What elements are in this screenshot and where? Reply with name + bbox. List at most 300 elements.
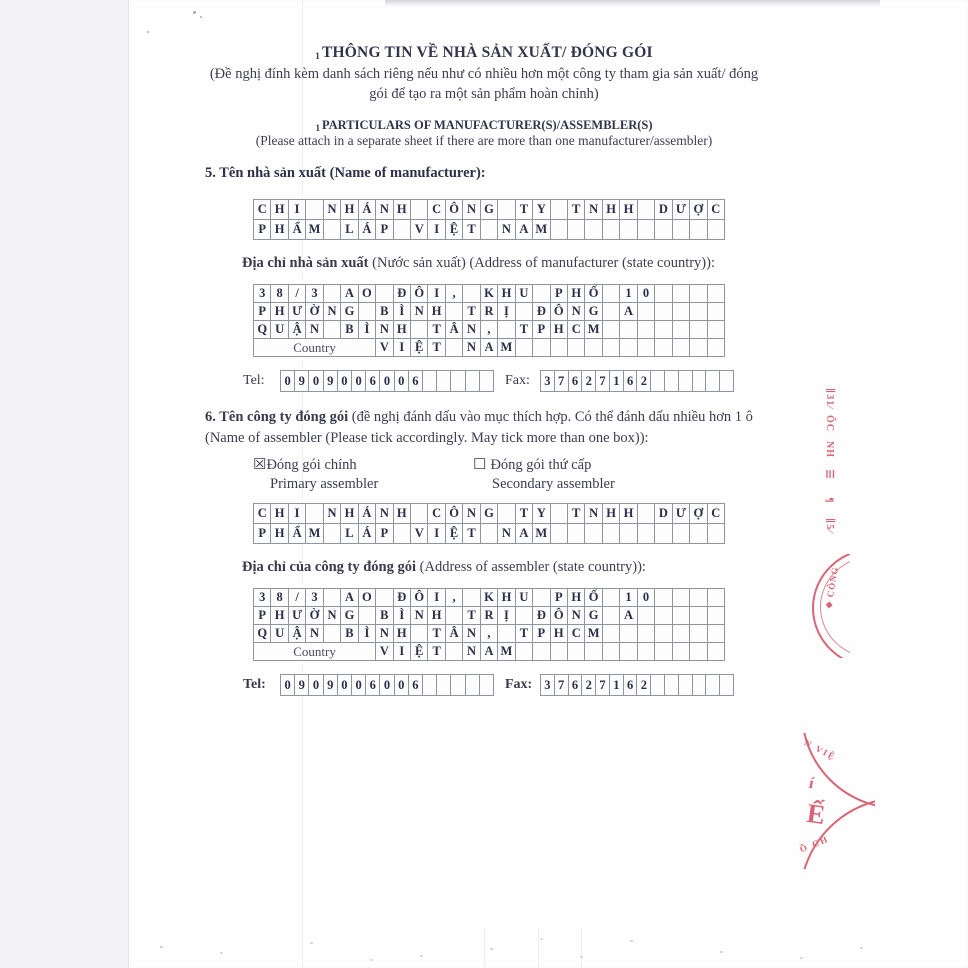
form-subtitle-vi-line1: (Đề nghị đính kèm danh sách riêng nếu như có nhiều hơn một công ty tham gia sản xuất/ đóng bbox=[209, 66, 759, 82]
grid-cell bbox=[394, 524, 410, 543]
grid-cell: H bbox=[341, 504, 357, 523]
grid-cell bbox=[324, 321, 340, 338]
grid-cell: Đ bbox=[394, 589, 410, 606]
grid-cell: L bbox=[341, 524, 357, 543]
grid-cell: P bbox=[533, 321, 549, 338]
grid-cell: 3 bbox=[254, 285, 270, 302]
grid-cell bbox=[446, 339, 462, 356]
grid-cell bbox=[451, 371, 464, 391]
grid-cell: G bbox=[585, 303, 601, 320]
grid-cell: Ị bbox=[498, 607, 514, 624]
grid-cell: N bbox=[498, 220, 514, 239]
grid-cell bbox=[690, 285, 706, 302]
grid-cell: Q bbox=[254, 625, 270, 642]
grid-cell: Ẩ bbox=[289, 524, 305, 543]
grid-cell: G bbox=[341, 303, 357, 320]
grid-cell: P bbox=[551, 285, 567, 302]
grid-cell: N bbox=[306, 321, 322, 338]
grid-cell bbox=[394, 220, 410, 239]
tel-label-1: Tel: bbox=[243, 373, 265, 388]
grid-cell bbox=[603, 220, 619, 239]
grid-cell: H bbox=[271, 220, 287, 239]
grid-cell: Ư bbox=[673, 504, 689, 523]
grid-cell: Ư bbox=[289, 607, 305, 624]
grid-cell: 8 bbox=[271, 589, 287, 606]
grid-cell bbox=[708, 220, 724, 239]
grid-cell: 6 bbox=[569, 675, 582, 695]
grid-cell bbox=[665, 675, 678, 695]
grid-cell: Ờ bbox=[306, 607, 322, 624]
grid-cell bbox=[585, 643, 601, 660]
grid-cell: P bbox=[376, 524, 392, 543]
grid-cell: P bbox=[254, 524, 270, 543]
grid-cell: A bbox=[341, 285, 357, 302]
form-title-vietnamese: 1 THÔNG TIN VỀ NHÀ SẢN XUẤT/ ĐÓNG GÓI bbox=[315, 44, 653, 61]
grid-cell: N bbox=[376, 504, 392, 523]
grid-cell: 3 bbox=[306, 589, 322, 606]
grid-cell bbox=[620, 339, 636, 356]
grid-cell: T bbox=[516, 625, 532, 642]
grid-cell bbox=[720, 675, 733, 695]
form-subtitle-english: (Please attach in a separate sheet if there are more than one manufacturer/assembler) bbox=[255, 133, 713, 148]
grid-cell: 9 bbox=[324, 371, 337, 391]
grid-cell bbox=[585, 524, 601, 543]
grid-cell: 0 bbox=[281, 371, 294, 391]
grid-cell: Ệ bbox=[446, 524, 462, 543]
grid-cell: / bbox=[289, 589, 305, 606]
primary-assembler-option: ☒Đóng gói chính bbox=[253, 457, 357, 473]
grid-cell: Ì bbox=[359, 625, 375, 642]
grid-cell bbox=[480, 675, 493, 695]
grid-cell: N bbox=[324, 607, 340, 624]
grid-cell: Ì bbox=[394, 303, 410, 320]
grid-cell: Ì bbox=[359, 321, 375, 338]
grid-cell: 0 bbox=[380, 371, 393, 391]
grid-cell bbox=[651, 675, 664, 695]
grid-cell bbox=[533, 285, 549, 302]
grid-cell: T bbox=[428, 643, 444, 660]
fax-label-2: Fax: bbox=[505, 677, 533, 692]
grid-cell: T bbox=[428, 321, 444, 338]
grid-cell bbox=[411, 504, 427, 523]
grid-cell bbox=[638, 625, 654, 642]
grid-cell: P bbox=[551, 589, 567, 606]
grid-cell: Á bbox=[359, 504, 375, 523]
grid-cell: 1 bbox=[610, 675, 623, 695]
manufacturer-name-grid bbox=[253, 199, 725, 240]
grid-cell: 1 bbox=[620, 285, 636, 302]
grid-cell bbox=[411, 625, 427, 642]
grid-cell bbox=[638, 339, 654, 356]
grid-cell: H bbox=[428, 303, 444, 320]
grid-cell: Ư bbox=[673, 200, 689, 219]
grid-cell: Ậ bbox=[289, 625, 305, 642]
grid-cell: N bbox=[463, 625, 479, 642]
grid-cell: Ì bbox=[394, 607, 410, 624]
grid-cell bbox=[568, 339, 584, 356]
stamp-arc-text: N VIỆ bbox=[802, 737, 838, 763]
grid-cell bbox=[306, 504, 322, 523]
grid-cell bbox=[533, 339, 549, 356]
grid-cell: 2 bbox=[582, 675, 595, 695]
grid-cell bbox=[620, 524, 636, 543]
grid-cell: A bbox=[481, 643, 497, 660]
grid-cell: V bbox=[376, 339, 392, 356]
grid-cell bbox=[638, 321, 654, 338]
grid-cell: Ẩ bbox=[289, 220, 305, 239]
grid-cell: H bbox=[568, 285, 584, 302]
grid-cell bbox=[437, 675, 450, 695]
grid-cell: K bbox=[481, 285, 497, 302]
grid-cell bbox=[585, 220, 601, 239]
grid-cell: R bbox=[481, 303, 497, 320]
grid-cell: H bbox=[394, 504, 410, 523]
manufacturer-address-grid bbox=[253, 284, 725, 357]
grid-cell: Ậ bbox=[289, 321, 305, 338]
grid-cell bbox=[411, 321, 427, 338]
grid-cell: 1 bbox=[620, 589, 636, 606]
grid-cell: Ô bbox=[446, 200, 462, 219]
grid-cell: 9 bbox=[295, 371, 308, 391]
grid-cell bbox=[690, 607, 706, 624]
grid-cell bbox=[673, 339, 689, 356]
grid-cell bbox=[673, 285, 689, 302]
grid-cell bbox=[603, 524, 619, 543]
grid-cell bbox=[359, 303, 375, 320]
grid-cell: P bbox=[533, 625, 549, 642]
grid-cell: 0 bbox=[638, 589, 654, 606]
grid-cell: N bbox=[324, 303, 340, 320]
grid-cell: 3 bbox=[541, 675, 554, 695]
grid-cell: Ợ bbox=[690, 200, 706, 219]
grid-cell: I bbox=[289, 200, 305, 219]
assembler-address-grid bbox=[253, 588, 725, 661]
grid-cell bbox=[568, 643, 584, 660]
grid-cell bbox=[603, 285, 619, 302]
red-stamp-circle-bottom bbox=[795, 733, 875, 869]
grid-cell: 0 bbox=[395, 371, 408, 391]
grid-cell: C bbox=[568, 625, 584, 642]
grid-cell: Country bbox=[254, 643, 375, 660]
grid-cell: 0 bbox=[338, 371, 351, 391]
grid-cell: N bbox=[324, 504, 340, 523]
grid-cell: Ị bbox=[498, 303, 514, 320]
grid-cell: , bbox=[481, 625, 497, 642]
grid-cell: O bbox=[359, 285, 375, 302]
grid-cell: 0 bbox=[281, 675, 294, 695]
grid-cell bbox=[708, 625, 724, 642]
grid-cell: Đ bbox=[394, 285, 410, 302]
primary-assembler-checkbox: ☒ bbox=[253, 457, 267, 473]
grid-cell: H bbox=[394, 200, 410, 219]
grid-cell: Ô bbox=[411, 589, 427, 606]
grid-cell: 6 bbox=[409, 675, 422, 695]
scan-speck bbox=[193, 11, 196, 14]
grid-cell: I bbox=[428, 285, 444, 302]
grid-cell bbox=[638, 200, 654, 219]
grid-cell: N bbox=[498, 524, 514, 543]
grid-cell bbox=[638, 643, 654, 660]
grid-cell: 3 bbox=[306, 285, 322, 302]
grid-cell: 6 bbox=[366, 371, 379, 391]
grid-cell: A bbox=[516, 220, 532, 239]
grid-cell: 9 bbox=[295, 675, 308, 695]
grid-cell: M bbox=[533, 524, 549, 543]
grid-cell bbox=[498, 625, 514, 642]
grid-cell bbox=[423, 675, 436, 695]
grid-cell: Ệ bbox=[411, 643, 427, 660]
grid-cell bbox=[708, 321, 724, 338]
grid-cell: C bbox=[708, 504, 724, 523]
grid-cell: L bbox=[341, 220, 357, 239]
grid-cell: 7 bbox=[555, 675, 568, 695]
scan-speck bbox=[200, 16, 202, 18]
grid-cell: H bbox=[568, 589, 584, 606]
grid-cell: Ợ bbox=[690, 504, 706, 523]
grid-cell bbox=[466, 675, 479, 695]
grid-cell bbox=[638, 220, 654, 239]
grid-cell bbox=[603, 303, 619, 320]
grid-cell bbox=[551, 339, 567, 356]
grid-cell: H bbox=[620, 200, 636, 219]
grid-cell: 0 bbox=[352, 371, 365, 391]
grid-cell: Đ bbox=[533, 607, 549, 624]
grid-cell: H bbox=[551, 625, 567, 642]
grid-cell bbox=[551, 220, 567, 239]
scan-speck bbox=[147, 31, 149, 33]
grid-cell bbox=[655, 303, 671, 320]
grid-cell: Ệ bbox=[446, 220, 462, 239]
grid-cell bbox=[690, 339, 706, 356]
grid-cell: N bbox=[376, 321, 392, 338]
title-index-en: 1 bbox=[315, 123, 320, 133]
grid-cell: I bbox=[428, 524, 444, 543]
grid-cell: Á bbox=[359, 220, 375, 239]
grid-cell: I bbox=[289, 504, 305, 523]
grid-cell: Á bbox=[359, 524, 375, 543]
grid-cell: Q bbox=[254, 321, 270, 338]
scan-streak bbox=[538, 928, 539, 968]
primary-assembler-label-en: Primary assembler bbox=[270, 476, 379, 492]
grid-cell: C bbox=[708, 200, 724, 219]
grid-cell: N bbox=[463, 321, 479, 338]
grid-cell bbox=[708, 303, 724, 320]
grid-cell: T bbox=[463, 303, 479, 320]
grid-cell bbox=[693, 371, 706, 391]
grid-cell bbox=[359, 607, 375, 624]
grid-cell bbox=[533, 643, 549, 660]
grid-cell: H bbox=[271, 524, 287, 543]
grid-cell bbox=[603, 339, 619, 356]
grid-cell: Ô bbox=[551, 303, 567, 320]
grid-cell: B bbox=[341, 321, 357, 338]
grid-cell: 0 bbox=[352, 675, 365, 695]
secondary-assembler-label-en: Secondary assembler bbox=[492, 476, 615, 492]
secondary-assembler-checkbox: ☐ bbox=[473, 457, 487, 473]
grid-cell: Đ bbox=[533, 303, 549, 320]
grid-cell: H bbox=[551, 321, 567, 338]
grid-cell: 8 bbox=[271, 285, 287, 302]
grid-cell: T bbox=[516, 504, 532, 523]
grid-cell: T bbox=[463, 607, 479, 624]
scan-streak bbox=[581, 928, 582, 968]
grid-cell bbox=[620, 625, 636, 642]
section5-heading: 5. Tên nhà sản xuất (Name of manufacturer): bbox=[205, 165, 486, 181]
grid-cell bbox=[673, 625, 689, 642]
grid-cell bbox=[620, 643, 636, 660]
grid-cell bbox=[585, 339, 601, 356]
grid-cell: M bbox=[585, 625, 601, 642]
grid-cell: D bbox=[655, 200, 671, 219]
grid-cell bbox=[481, 524, 497, 543]
grid-cell: V bbox=[411, 524, 427, 543]
grid-cell bbox=[690, 625, 706, 642]
grid-cell bbox=[324, 524, 340, 543]
red-stamp-fragment-top: ∥31∕ ỔC NH ☰ ¶ ∥5∕ bbox=[823, 388, 835, 533]
grid-cell: 0 bbox=[338, 675, 351, 695]
grid-cell bbox=[655, 339, 671, 356]
grid-cell bbox=[620, 220, 636, 239]
grid-cell: Y bbox=[533, 504, 549, 523]
grid-cell bbox=[446, 303, 462, 320]
stamp-letter: í bbox=[807, 774, 816, 793]
grid-cell: M bbox=[533, 220, 549, 239]
grid-cell: Ố bbox=[585, 589, 601, 606]
grid-cell: A bbox=[516, 524, 532, 543]
grid-cell bbox=[679, 675, 692, 695]
grid-cell: Á bbox=[359, 200, 375, 219]
grid-cell: H bbox=[428, 607, 444, 624]
grid-cell bbox=[324, 285, 340, 302]
grid-cell: T bbox=[428, 625, 444, 642]
grid-cell bbox=[411, 200, 427, 219]
fax-grid-1 bbox=[540, 370, 734, 392]
grid-cell bbox=[516, 643, 532, 660]
grid-cell bbox=[655, 589, 671, 606]
grid-cell: N bbox=[306, 625, 322, 642]
grid-cell: N bbox=[585, 200, 601, 219]
tel-grid-2 bbox=[280, 674, 494, 696]
grid-cell: M bbox=[498, 339, 514, 356]
grid-cell bbox=[568, 524, 584, 543]
grid-cell bbox=[498, 200, 514, 219]
tel-label-2: Tel: bbox=[243, 677, 266, 692]
grid-cell bbox=[693, 675, 706, 695]
scan-shadow bbox=[385, 0, 880, 7]
manufacturer-address-label: Địa chỉ nhà sản xuất (Nước sản xuất) (Address of manufacturer (state country)): bbox=[242, 255, 715, 271]
grid-cell bbox=[451, 675, 464, 695]
grid-cell bbox=[551, 643, 567, 660]
grid-cell bbox=[690, 303, 706, 320]
grid-cell: A bbox=[481, 339, 497, 356]
grid-cell: 0 bbox=[309, 675, 322, 695]
grid-cell: Ô bbox=[411, 285, 427, 302]
grid-cell: N bbox=[411, 607, 427, 624]
grid-cell: P bbox=[254, 220, 270, 239]
grid-cell: N bbox=[411, 303, 427, 320]
grid-cell bbox=[690, 589, 706, 606]
grid-cell bbox=[655, 607, 671, 624]
stamp-arc-text: Ồ CH bbox=[798, 833, 831, 855]
grid-cell bbox=[673, 643, 689, 660]
grid-cell: T bbox=[463, 220, 479, 239]
grid-cell bbox=[480, 371, 493, 391]
grid-cell: Ô bbox=[446, 504, 462, 523]
title-index: 1 bbox=[315, 51, 320, 61]
grid-cell bbox=[655, 625, 671, 642]
grid-cell: I bbox=[394, 339, 410, 356]
grid-cell: A bbox=[620, 303, 636, 320]
form-title-english: 1 PARTICULARS OF MANUFACTURER(S)/ASSEMBLER(S) bbox=[315, 118, 653, 133]
grid-cell bbox=[655, 524, 671, 543]
grid-cell: H bbox=[271, 607, 287, 624]
grid-cell: N bbox=[463, 339, 479, 356]
grid-cell bbox=[720, 371, 733, 391]
tel-grid-1 bbox=[280, 370, 494, 392]
grid-cell bbox=[446, 607, 462, 624]
grid-cell: 9 bbox=[324, 675, 337, 695]
grid-cell bbox=[638, 607, 654, 624]
grid-cell: T bbox=[463, 524, 479, 543]
grid-cell bbox=[481, 220, 497, 239]
grid-cell: N bbox=[463, 200, 479, 219]
grid-cell: 3 bbox=[541, 371, 554, 391]
grid-cell bbox=[673, 303, 689, 320]
grid-cell bbox=[498, 504, 514, 523]
grid-cell: Ô bbox=[551, 607, 567, 624]
grid-cell: N bbox=[568, 303, 584, 320]
grid-cell: H bbox=[498, 285, 514, 302]
grid-cell bbox=[498, 321, 514, 338]
grid-cell bbox=[708, 339, 724, 356]
grid-cell bbox=[708, 285, 724, 302]
grid-cell: / bbox=[289, 285, 305, 302]
grid-cell: B bbox=[376, 303, 392, 320]
grid-cell: H bbox=[603, 200, 619, 219]
grid-cell bbox=[690, 220, 706, 239]
grid-cell: T bbox=[568, 200, 584, 219]
grid-cell: M bbox=[498, 643, 514, 660]
grid-cell: Ư bbox=[289, 303, 305, 320]
grid-cell bbox=[466, 371, 479, 391]
grid-cell bbox=[516, 607, 532, 624]
grid-cell: B bbox=[341, 625, 357, 642]
grid-cell bbox=[690, 643, 706, 660]
grid-cell bbox=[655, 220, 671, 239]
grid-cell: P bbox=[254, 607, 270, 624]
grid-cell: H bbox=[394, 625, 410, 642]
grid-cell: U bbox=[271, 625, 287, 642]
grid-cell: 0 bbox=[638, 285, 654, 302]
grid-cell bbox=[603, 589, 619, 606]
grid-cell: T bbox=[428, 339, 444, 356]
grid-cell: 1 bbox=[610, 371, 623, 391]
grid-cell bbox=[516, 339, 532, 356]
grid-cell: Ố bbox=[585, 285, 601, 302]
section6-heading-line1: 6. Tên công ty đóng gói (đề nghị đánh dấu vào mục thích hợp. Có thể đánh dấu nhiều hơn 1 ô bbox=[205, 409, 753, 425]
red-stamp-circle-middle bbox=[798, 554, 850, 658]
grid-cell bbox=[673, 524, 689, 543]
grid-cell bbox=[376, 285, 392, 302]
grid-cell: , bbox=[481, 321, 497, 338]
form-subtitle-vi-line2: gói để tạo ra một sản phẩm hoàn chỉnh) bbox=[369, 86, 599, 102]
grid-cell bbox=[708, 589, 724, 606]
grid-cell: G bbox=[481, 200, 497, 219]
grid-cell: M bbox=[306, 220, 322, 239]
assembler-name-grid bbox=[253, 503, 725, 544]
secondary-assembler-option: ☐ Đóng gói thứ cấp bbox=[473, 457, 592, 473]
grid-cell: H bbox=[341, 200, 357, 219]
